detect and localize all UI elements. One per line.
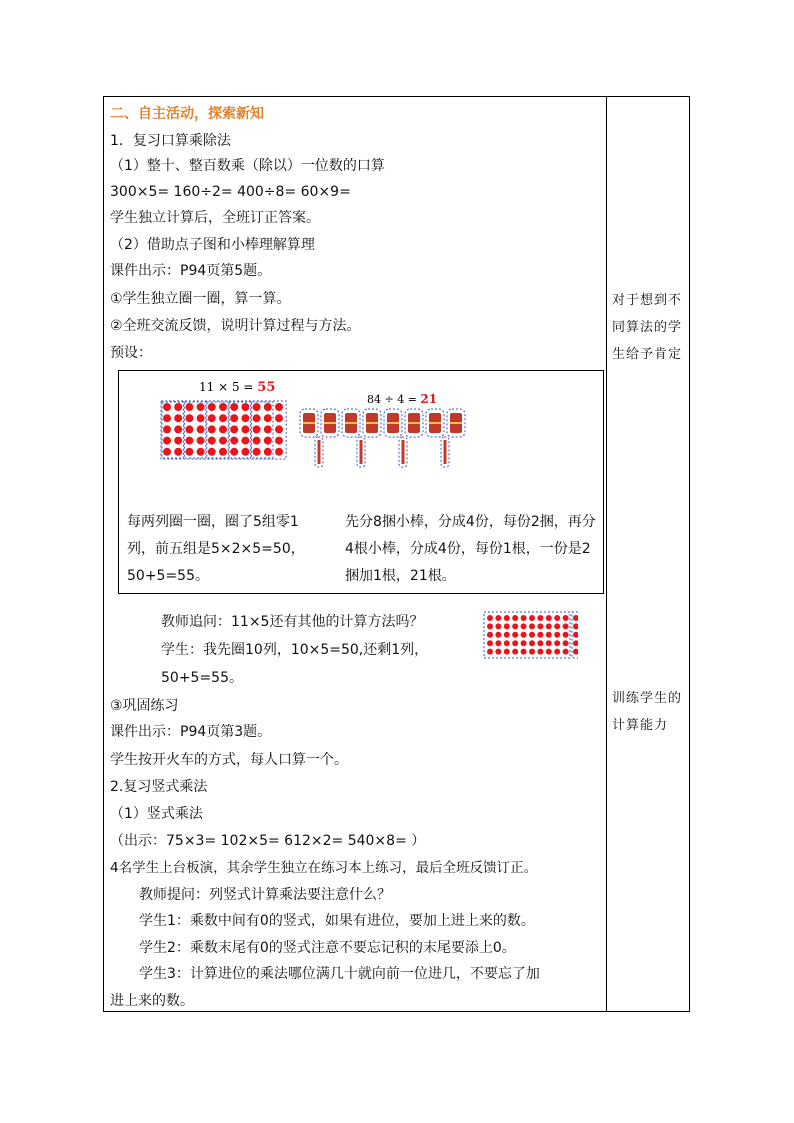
dot xyxy=(487,649,493,655)
dot xyxy=(521,640,527,646)
text-line: ②全班交流反馈，说明计算过程与方法。 xyxy=(110,318,361,334)
dot xyxy=(208,403,216,411)
stick-bundles xyxy=(300,409,465,467)
dot xyxy=(554,632,560,638)
dot xyxy=(197,425,205,433)
text-line: 300×5= 160÷2= 400÷8= 60×9= xyxy=(110,184,351,200)
figure-illustration xyxy=(119,371,603,501)
dot xyxy=(554,623,560,629)
dot xyxy=(512,623,518,629)
dot xyxy=(521,623,527,629)
text-line: 学生：我先圈10列，10×5=50,还剩1列， xyxy=(161,642,429,658)
dot xyxy=(275,437,283,445)
dot xyxy=(275,403,283,411)
dot xyxy=(504,632,510,638)
dot xyxy=(563,623,569,629)
lesson-table xyxy=(103,96,690,1012)
dot xyxy=(208,448,216,456)
dot xyxy=(219,437,227,445)
dot-grid-small xyxy=(482,610,578,668)
dot xyxy=(546,615,552,621)
dot xyxy=(241,414,249,422)
dot xyxy=(487,632,493,638)
text-line: 学生3：计算进位的乘法哪位满几十就向前一位进几，不要忘了加 xyxy=(139,966,540,982)
dot xyxy=(521,649,527,655)
dot xyxy=(521,615,527,621)
dot xyxy=(529,615,535,621)
dot xyxy=(563,615,569,621)
text-line: （1）竖式乘法 xyxy=(110,806,203,822)
dot xyxy=(208,437,216,445)
dot xyxy=(563,632,569,638)
dot xyxy=(197,414,205,422)
dot xyxy=(537,615,543,621)
text-line: 进上来的数。 xyxy=(110,993,194,1009)
single-stick xyxy=(318,440,321,464)
column-divider xyxy=(606,97,607,1011)
dot-equation: 11 × 5 = 55 xyxy=(199,380,276,395)
dot xyxy=(241,437,249,445)
dot xyxy=(253,448,261,456)
text-line: （2）借助点子图和小棒理解算理 xyxy=(110,237,315,253)
dot xyxy=(573,615,578,621)
dot xyxy=(208,414,216,422)
dot-grid xyxy=(161,401,286,459)
dot xyxy=(163,414,171,422)
dot xyxy=(253,403,261,411)
text-line: ③巩固练习 xyxy=(110,698,179,714)
dot xyxy=(521,632,527,638)
dot xyxy=(512,640,518,646)
dot xyxy=(253,414,261,422)
dot xyxy=(264,448,272,456)
dot xyxy=(197,403,205,411)
dot xyxy=(495,623,501,629)
dot xyxy=(253,437,261,445)
figure-box xyxy=(118,370,604,594)
dot xyxy=(241,448,249,456)
dot xyxy=(185,403,193,411)
dot xyxy=(512,615,518,621)
dot xyxy=(241,403,249,411)
dot xyxy=(264,425,272,433)
dot xyxy=(197,448,205,456)
dot xyxy=(219,425,227,433)
dot xyxy=(230,437,238,445)
dot xyxy=(546,623,552,629)
dot xyxy=(163,425,171,433)
side-note-training: 训练学生的计算能力 xyxy=(612,691,683,733)
dot xyxy=(504,623,510,629)
dot xyxy=(563,640,569,646)
dot xyxy=(264,403,272,411)
dot xyxy=(573,623,578,629)
dot xyxy=(504,649,510,655)
dot xyxy=(275,425,283,433)
text-line: 学生独立计算后，全班订正答案。 xyxy=(110,210,320,226)
dot xyxy=(537,632,543,638)
stick-equation: 84 ÷ 4 = 21 xyxy=(367,392,438,406)
dot xyxy=(230,414,238,422)
dot xyxy=(197,437,205,445)
dot xyxy=(495,615,501,621)
dot xyxy=(504,640,510,646)
dot xyxy=(487,615,493,621)
dot xyxy=(174,437,182,445)
dot xyxy=(185,448,193,456)
dot xyxy=(563,649,569,655)
dot xyxy=(529,632,535,638)
dot xyxy=(573,632,578,638)
dot xyxy=(275,448,283,456)
dot xyxy=(264,437,272,445)
stick-explanation: 先分8捆小棒，分成4份，每份2捆，再分4根小棒，分成4份，每份1根，一份是2捆加1根，21根。 xyxy=(345,514,596,584)
dot xyxy=(512,649,518,655)
dot xyxy=(529,649,535,655)
dot xyxy=(554,649,560,655)
text-line: 4名学生上台板演，其余学生独立在练习本上练习，最后全班反馈订正。 xyxy=(110,860,538,876)
text-line: 学生1：乘数中间有0的竖式，如果有进位，要加上进上来的数。 xyxy=(139,913,535,929)
dot xyxy=(275,414,283,422)
dot xyxy=(185,437,193,445)
dot xyxy=(554,640,560,646)
text-line: 教师提问：列竖式计算乘法要注意什么？ xyxy=(139,887,391,903)
single-stick xyxy=(360,440,363,464)
dot xyxy=(174,448,182,456)
dot xyxy=(554,615,560,621)
text-line: 课件出示：P94页第3题。 xyxy=(110,724,272,740)
dot xyxy=(546,649,552,655)
text-line: ①学生独立圈一圈，算一算。 xyxy=(110,291,291,307)
dot xyxy=(208,425,216,433)
dot xyxy=(264,414,272,422)
dot xyxy=(230,403,238,411)
dot xyxy=(546,640,552,646)
dot xyxy=(495,649,501,655)
dot xyxy=(495,632,501,638)
text-line: 1．复习口算乘除法 xyxy=(110,133,231,149)
text-line: 预设： xyxy=(110,345,152,361)
dot xyxy=(495,640,501,646)
dot xyxy=(504,615,510,621)
dot xyxy=(537,649,543,655)
dot xyxy=(174,403,182,411)
dot xyxy=(219,403,227,411)
dot xyxy=(241,425,249,433)
dot xyxy=(537,640,543,646)
dot xyxy=(185,414,193,422)
dot xyxy=(230,425,238,433)
section-title: 二、自主活动，探索新知 xyxy=(110,106,264,122)
dot xyxy=(529,623,535,629)
dot xyxy=(253,425,261,433)
dot xyxy=(230,448,238,456)
dot xyxy=(487,623,493,629)
single-stick xyxy=(444,440,447,464)
dot xyxy=(537,623,543,629)
dot xyxy=(529,640,535,646)
dot xyxy=(163,437,171,445)
dot xyxy=(546,632,552,638)
dot xyxy=(219,414,227,422)
dot xyxy=(185,425,193,433)
dot-explanation: 每两列圈一圈，圈了5组零1列，前五组是5×2×5=50，50+5=55。 xyxy=(127,514,305,584)
dot xyxy=(219,448,227,456)
dot xyxy=(573,649,578,655)
dot xyxy=(573,640,578,646)
text-line: 教师追问：11×5还有其他的计算方法吗？ xyxy=(161,614,424,630)
side-note-praise: 对于想到不同算法的学生给予肯定 xyxy=(612,293,683,362)
text-line: 50+5=55。 xyxy=(161,670,243,686)
text-line: 学生按开火车的方式，每人口算一个。 xyxy=(110,752,348,768)
dot xyxy=(163,403,171,411)
single-stick xyxy=(402,440,405,464)
text-line: （出示：75×3= 102×5= 612×2= 540×8= ） xyxy=(110,833,426,849)
text-line: 课件出示：P94页第5题。 xyxy=(110,263,272,279)
dot xyxy=(174,414,182,422)
dot xyxy=(487,640,493,646)
dot xyxy=(174,425,182,433)
text-line: （1）整十、整百数乘（除以）一位数的口算 xyxy=(110,158,385,174)
text-line: 学生2：乘数末尾有0的竖式注意不要忘记积的末尾要添上0。 xyxy=(139,940,516,956)
dot xyxy=(512,632,518,638)
dot xyxy=(163,448,171,456)
text-line: 2.复习竖式乘法 xyxy=(110,779,208,795)
